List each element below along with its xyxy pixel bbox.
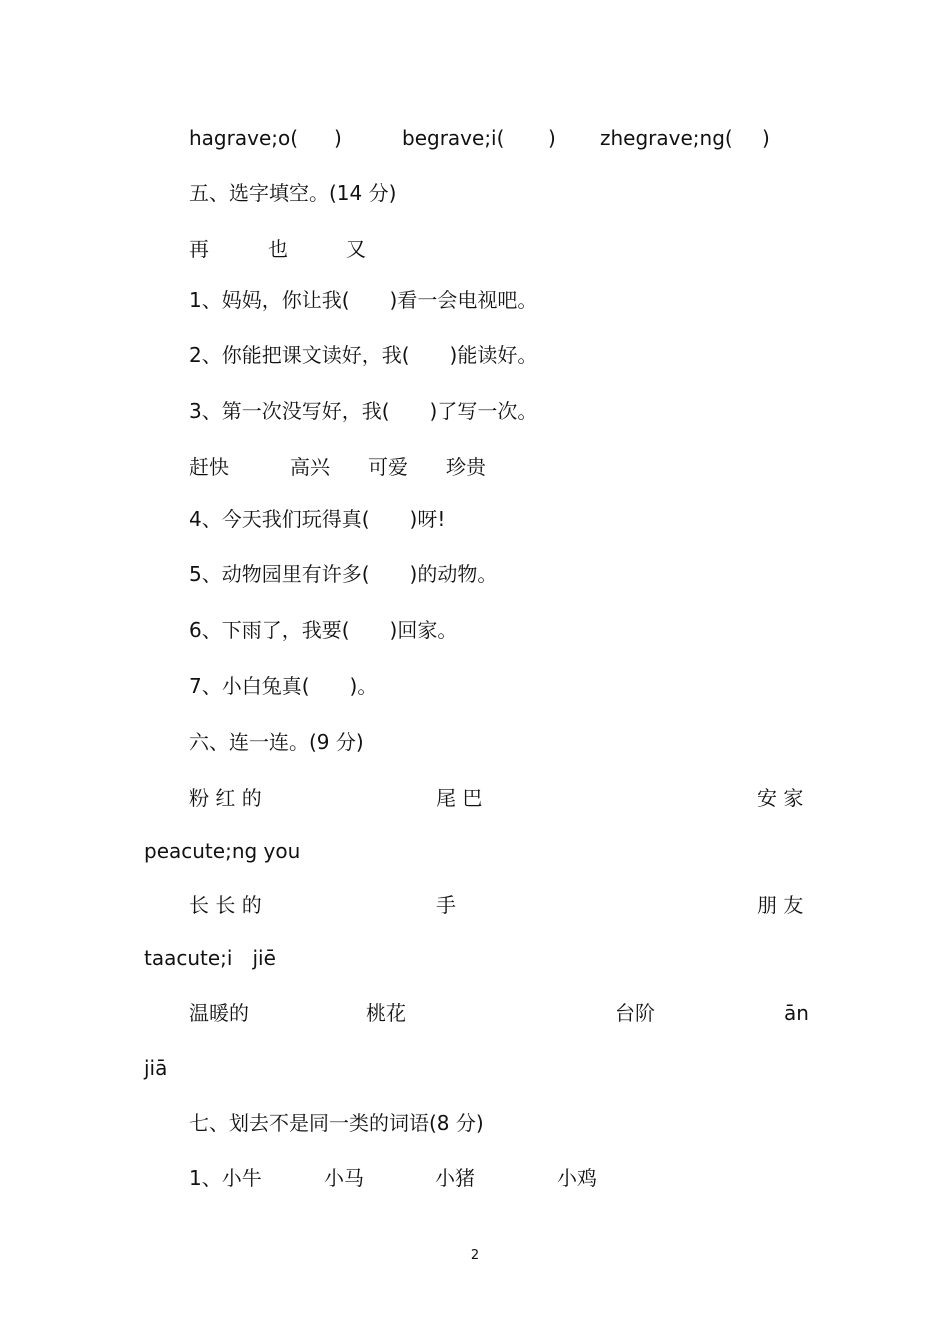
text-segment: 也 xyxy=(268,237,288,261)
text-segment: zhegrave;ng( xyxy=(600,126,733,150)
text-segment: 小鸡 xyxy=(557,1166,597,1190)
text-segment: 再 xyxy=(189,237,209,261)
text-segment: 高兴 xyxy=(290,455,330,479)
text-segment: 赶快 xyxy=(189,455,229,479)
text-segment: 温暖的 xyxy=(189,1001,249,1025)
text-segment: 珍贵 xyxy=(446,455,486,479)
text-segment: ) xyxy=(548,126,556,150)
text-segment: 尾 巴 xyxy=(436,786,483,810)
text-segment: begrave;i( xyxy=(402,126,505,150)
text-segment: 又 xyxy=(346,237,366,261)
text-segment: 1、妈妈，你让我( )看一会电视吧。 xyxy=(189,288,538,312)
text-segment: ) xyxy=(334,126,342,150)
text-segment: ān xyxy=(784,1001,809,1025)
text-segment: ) xyxy=(762,126,770,150)
text-segment: 可爱 xyxy=(368,455,408,479)
text-segment: 6、下雨了，我要( )回家。 xyxy=(189,618,458,642)
text-segment: 安 家 xyxy=(757,786,804,810)
text-segment: 粉 红 的 xyxy=(189,786,262,810)
text-segment: 五、选字填空。(14 分) xyxy=(189,181,397,205)
text-segment: jiā xyxy=(144,1056,168,1080)
page-number: 2 xyxy=(470,1248,480,1263)
text-segment: 小马 xyxy=(324,1166,364,1190)
text-segment: 1、小牛 xyxy=(189,1166,262,1190)
text-segment: 5、动物园里有许多( )的动物。 xyxy=(189,562,498,586)
text-segment: peacute;ng you xyxy=(144,839,301,863)
text-segment: 小猪 xyxy=(435,1166,475,1190)
text-segment: 六、连一连。(9 分) xyxy=(189,730,364,754)
text-segment: taacute;i jiē xyxy=(144,946,276,970)
text-segment: 2、你能把课文读好，我( )能读好。 xyxy=(189,343,538,367)
text-segment: 台阶 xyxy=(615,1001,655,1025)
text-segment: 手 xyxy=(436,893,456,917)
text-segment: 朋 友 xyxy=(757,893,804,917)
text-segment: 长 长 的 xyxy=(189,893,262,917)
text-segment: 桃花 xyxy=(366,1001,406,1025)
text-segment: 七、划去不是同一类的词语(8 分) xyxy=(189,1111,484,1135)
text-segment: hagrave;o( xyxy=(189,126,299,150)
text-segment: 7、小白兔真( )。 xyxy=(189,674,378,698)
text-segment: 4、今天我们玩得真( )呀! xyxy=(189,507,446,531)
text-segment: 3、第一次没写好，我( )了写一次。 xyxy=(189,399,538,423)
